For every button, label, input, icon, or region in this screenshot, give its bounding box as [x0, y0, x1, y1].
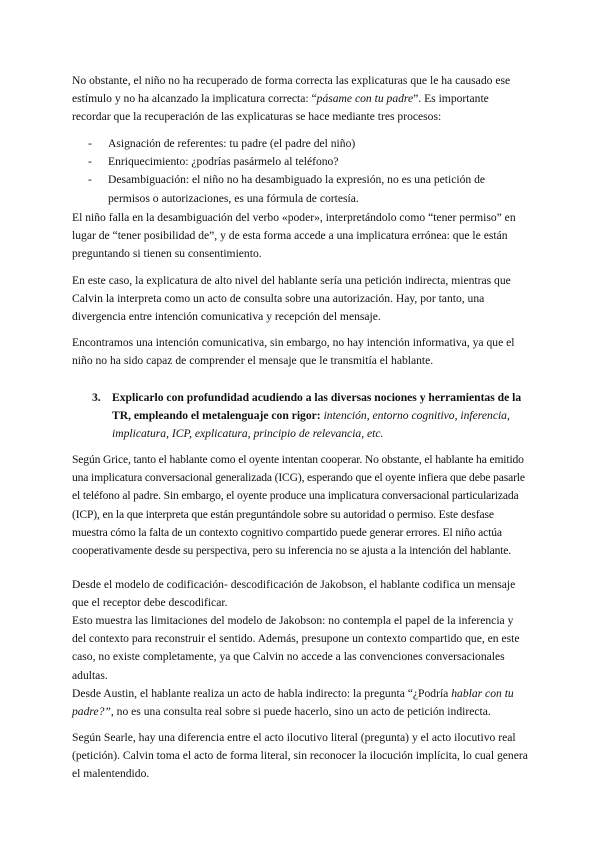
text-run: , no es una consulta real sobre si puede hacerlo, sino un acto de petición indirecta. [110, 705, 491, 719]
list-item-text: Enriquecimiento: ¿podrías pasármelo al teléfono? [108, 155, 339, 169]
heading-italic-terms: intención, entorno cognitivo, inferencia, implicatura, ICP, explicatura, principio de relevancia, etc. [112, 409, 510, 441]
paragraph-explicatura-alto-nivel: En este caso, la explicatura de alto nivel del hablante sería una petición indirecta, mientras que Calvin la interpreta como un acto de consulta sobre una autorización. Hay, por tanto, una divergencia entre intención comunicativa y recepción del mensaje. [72, 274, 511, 324]
heading-number: 3. [92, 391, 101, 404]
paragraph-grice: Según Grice, tanto el hablante como el oyente intentan cooperar. No obstante, el hablante ha emitido una implicatura conversacional generalizada (ICG), esperando que el oyente infiera que debe pasarle el teléfono al padre. Sin embargo, el oyente produce una implicatura conversacional particularizada (ICP), en la que interpreta que están preguntándole sobre su autoridad o permiso. Este desfase muestra cómo la falta de un contexto cognitivo compartido puede generar errores. El niño actúa cooperativamente desde su perspectiva, pero su inferencia no se ajusta a la intención del hablante. [72, 453, 525, 558]
paragraph-desambiguacion: El niño falla en la desambiguación del verbo «poder», interpretándolo como “tener permiso” en lugar de “tener posibilidad de”, y de esta forma accede a una implicatura errónea: que le están preguntando si tienen su consentimiento. [72, 211, 516, 261]
list-item-text: Asignación de referentes: tu padre (el padre del niño) [108, 137, 356, 150]
quote-italic: pásame con tu padre [316, 92, 414, 106]
list-item [72, 153, 528, 171]
paragraph-explicaturas [72, 72, 528, 127]
text-run: No obstante, el niño no ha recuperado de forma correcta las explicaturas que le ha causado ese estímulo y no ha alcanzado la implicatura correcta: “ [72, 74, 511, 106]
heading-bold-text: Explicarlo con profundidad acudiendo a las diversas nociones y herramientas de la TR, empleando el metalenguaje con rigor: [112, 391, 522, 423]
dash-marker: - [88, 173, 92, 187]
processes-list [72, 135, 528, 208]
list-item [72, 135, 528, 153]
paragraph-austin [72, 685, 528, 721]
list-item-text: Desambiguación: el niño no ha desambiguado la expresión, no es una petición de permisos o autorizaciones, es una fórmula de cortesía. [108, 173, 486, 205]
quote-italic: hablar con tu padre?” [72, 687, 514, 719]
section-heading-3 [72, 389, 528, 444]
list-item [72, 171, 528, 207]
text-run: ”. Es importante recordar que la recuperación de las explicaturas se hace mediante tres procesos: [72, 92, 489, 124]
dash-marker: - [88, 137, 92, 150]
paragraph-intencion-comunicativa: Encontramos una intención comunicativa, sin embargo, no hay intención informativa, ya que el niño no ha sido capaz de comprender el mensaje que le transmitía el hablante. [72, 336, 515, 368]
paragraph-searle: Según Searle, hay una diferencia entre el acto ilocutivo literal (pregunta) y el acto ilocutivo real (petición). Calvin toma el acto de forma literal, sin reconocer la ilocución implícita, lo cual genera el malentendido. [72, 731, 528, 781]
text-run: Desde Austin, el hablante realiza un acto de habla indirecto: la pregunta “¿Podría [72, 687, 452, 700]
paragraph-jakobson-intro: Desde el modelo de codificación- descodificación de Jakobson, el hablante codifica un mensaje que el receptor debe descodificar. [72, 578, 516, 610]
dash-marker: - [88, 155, 92, 169]
paragraph-jakobson-limits: Esto muestra las limitaciones del modelo de Jakobson: no contempla el papel de la inferencia y del contexto para reconstruir el sentido. Además, presupone un contexto compartido que, en este caso, no existe completamente, ya que Calvin no accede a las convenciones conversacionales adultas. [72, 614, 520, 682]
